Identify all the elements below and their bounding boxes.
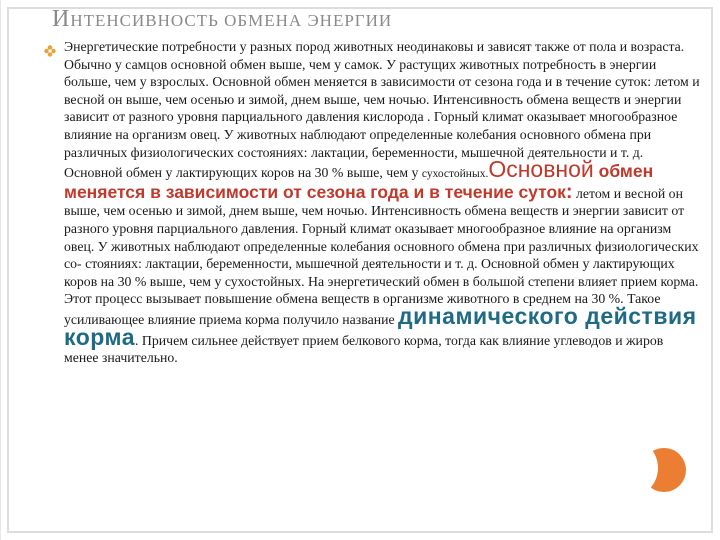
body-paragraph	[64, 38, 700, 367]
highlight-first-word: Основной	[488, 156, 594, 183]
highlight-sentence: обмен меняется в зависимости от сезона года и в течение суток	[64, 161, 654, 202]
body-part-1: Энергетические потребности у разных пород животных неодинаковы и зависят также от пола и возраста. Обычно у самцов основной обмен выше, чем у самок. У растущих животных потребность в энергии больше, чем у взрослых. Основной обмен меняется в зависимости от сезона года и в течение суток: летом и весной он выше, чем осенью и зимой, днем выше, чем ночью. Интенсивность обмена веществ и энергии зависит от разного уровня парциального давления кислорода . Горный климат оказывает многообразное влияние на организм овец. У животных наблюдают определенные колебания основного обмена при различных физиологических состояниях: лактации, беременности, мышечной деятельности и т. д. Основной обмен у лактирующих коров на 30 % выше, чем у	[64, 39, 700, 181]
body-part-2: летом и весной он выше, чем осенью и зимой, днем выше, чем ночью. Интенсивность обмена веществ и энергии зависит от разного уровня парциального давления. Горный климат оказывает многообразное влияние на организм овец. У животных наблюдают определенные колебания основного обмена при различных физиологических со- стояниях: лактации, беременности, мышечной деятельности и т. д. Основной обмен у лактирующих коров на 30 % выше, чем у сухостойных. На энергетический обмен в большой степени влияет прием корма. Этот процесс вызывает повышение обмена веществ в организме животного в среднем на 30 %. Такое усиливающее влияние приема корма получило название	[64, 185, 699, 327]
body-part-3: . Причем сильнее действует прием белкового корма, тогда как влияние углеводов и жиров менее значительно.	[64, 332, 664, 366]
title-first-letter: И	[52, 6, 71, 32]
teal-highlight-phrase: динамического действия корма	[64, 302, 697, 350]
page-title	[52, 6, 392, 33]
flower-bullet-icon	[44, 45, 56, 57]
left-edge-rule	[0, 0, 1, 540]
title-rest: НТЕНСИВНОСТЬ ОБМЕНА ЭНЕРГИИ	[70, 11, 393, 30]
small-word: сухостойных.	[421, 168, 489, 181]
highlight-colon: :	[565, 180, 573, 203]
